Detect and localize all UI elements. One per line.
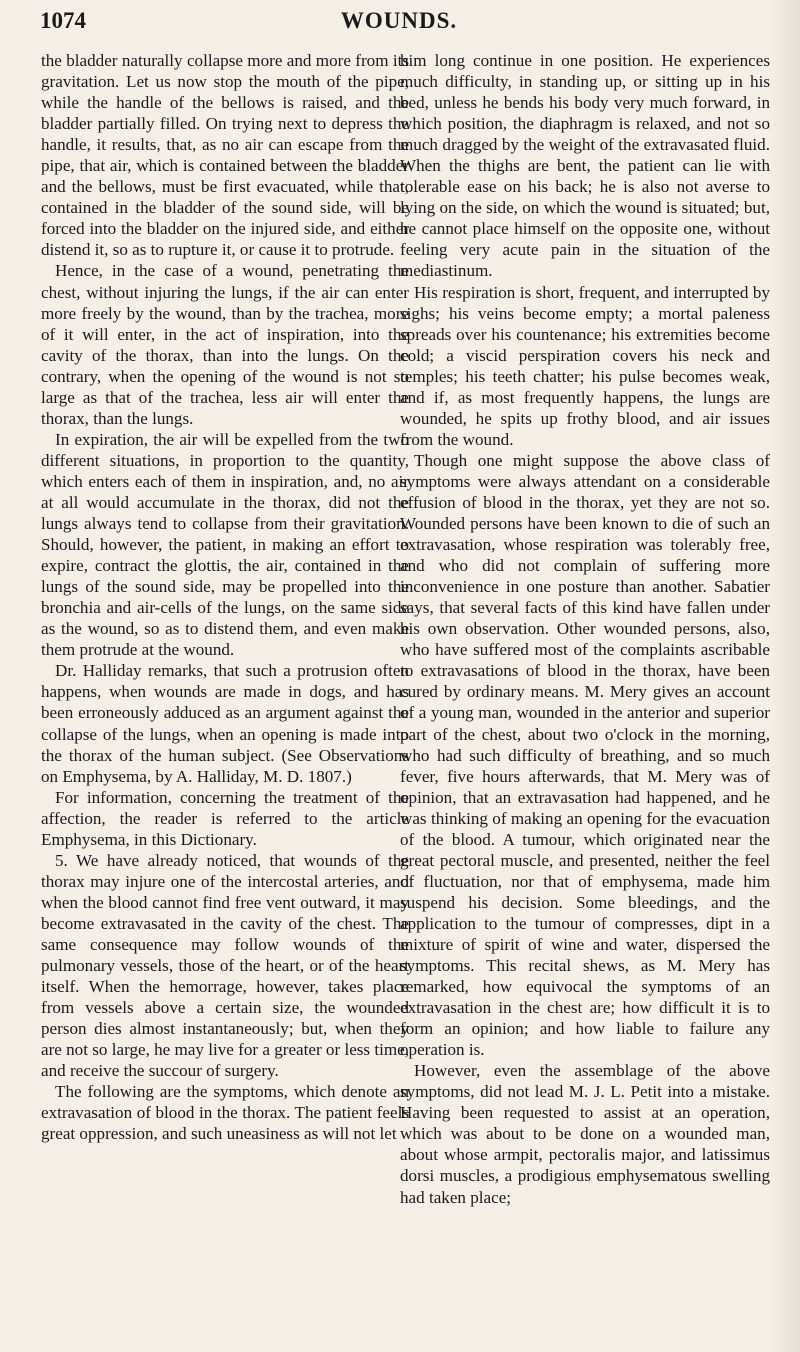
- page-header: [40, 8, 758, 36]
- paragraph: The following are the symptoms, which denote an extravasation of blood in the thorax. The patient feels great oppression, and such uneasiness as will not let: [41, 1082, 409, 1144]
- paragraph: His respiration is short, frequent, and interrupted by sighs; his veins become empty; a mortal paleness spreads over his countenance; his extremities become cold; a viscid perspiration covers his neck and temples; his teeth chatter; his pulse becomes weak, and if, as most frequently happens, the lungs are wounded, he spits up frothy blood, and air issues from the wound.: [400, 282, 770, 449]
- running-head: WOUNDS.: [340, 8, 458, 33]
- paragraph: Hence, in the case of a wound, penetrating the chest, without injuring the lungs, if the air can enter more freely by the wound, than by the trachea, more of it will enter, in the act of inspiration, into the cavity of the thorax, than into the lungs. On the contrary, when the opening of the wound is not so large as that of the trachea, less air will enter the thorax, than the lungs.: [41, 261, 409, 428]
- paragraph: Though one might suppose the above class of symptoms were always attendant on a considerable effusion of blood in the thorax, yet they are not so. Wounded persons have been known to die of such an extravasation, whose respiration was tolerably free, and who did not complain of suffering more inconvenience in one posture than another. Sabatier says, that several facts of this kind have fallen under his own observation. Other wounded persons, also, who have suffered most of the complaints ascribable to extravasations of blood in the thorax, have been cured by ordinary means. M. Mery gives an account of a young man, wounded in the anterior and superior part of the chest, about two o'clock in the morning, who had such difficulty of breathing, and so much fever, five hours afterwards, that M. Mery was of opinion, that an extravasation had happened, and he was thinking of making an opening for the evacuation of the blood. A tumour, which originated near the great pectoral muscle, and presented, neither the feel of fluctuation, nor that of emphysema, made him suspend his decision. Some bleedings, and the application to the tumour of compresses, dipt in a mixture of spirit of wine and water, dispersed the symptoms. This recital shews, as M. Mery has remarked, how equivocal the symptoms of an extravasation in the chest are; how difficult it is to form an opinion; and how liable to failure any operation is.: [400, 450, 770, 1060]
- paragraph: the bladder naturally collapse more and more from its gravitation. Let us now stop the mouth of the pipe, while the handle of the bellows is raised, and the bladder partially filled. On trying next to depress the handle, it results, that, as no air can escape from the pipe, that air, which is contained between the bladder and the bellows, must be first evacuated, while that, contained in the bladder of the sound side, will be forced into the bladder on the injured side, and either distend it, so as to rupture it, or cause it to protrude.: [41, 51, 409, 260]
- paragraph: In expiration, the air will be expelled from the two different situations, in proportion to the quantity, which enters each of them in inspiration, and, no air at all would accumulate in the thorax, did not the lungs always tend to collapse from their gravitation. Should, however, the patient, in making an effort to expire, contract the glottis, the air, contained in the lungs of the sound side, may be propelled into the bronchia and air-cells of the lungs, on the same side as the wound, so as to distend them, and even make them protrude at the wound.: [41, 429, 409, 660]
- paragraph: Dr. Halliday remarks, that such a protrusion often happens, when wounds are made in dogs, and has been erroneously adduced as an argument against the collapse of the lungs, when an opening is made into the thorax of the human subject. (See Observations on Emphysema, by A. Halliday, M. D. 1807.): [41, 661, 409, 786]
- paragraph: However, even the assemblage of the above symptoms, did not lead M. J. L. Petit into a mistake. Having been requested to assist at an operation, which was about to be done on a wounded man, about whose armpit, pectoralis major, and latissimus dorsi muscles, a prodigious emphysematous swelling had taken place;: [400, 1061, 770, 1207]
- paragraph: 5. We have already noticed, that wounds of the thorax may injure one of the intercostal arteries, and when the blood cannot find free vent outward, it may become extravasated in the cavity of the chest. The same consequence may follow wounds of the pulmonary vessels, those of the heart, or of the heart itself. When the hemorrage, however, takes place from vessels above a certain size, the wounded person dies almost instantaneously; but, when they are not so large, he may live for a greater or less time, and receive the succour of surgery.: [41, 850, 410, 1081]
- page-edge-shadow: [770, 0, 800, 1352]
- page-number: 1074: [40, 8, 86, 33]
- right-column: [400, 50, 770, 1208]
- paragraph: For information, concerning the treatment of the affection, the reader is referred to the article Emphysema, in this Dictionary.: [41, 787, 409, 849]
- paragraph: him long continue in one position. He experiences much difficulty, in standing up, or sitting up in his bed, unless he bends his body very much forward, in which position, the diaphragm is relaxed, and not so much dragged by the weight of the extravasated fluid. When the thighs are bent, the patient can lie with tolerable ease on his back; he is also not averse to lying on the side, on which the wound is situated; but, he cannot place himself on the opposite one, without feeling very acute pain in the situation of the mediastinum.: [400, 51, 770, 281]
- left-column: [41, 50, 409, 1144]
